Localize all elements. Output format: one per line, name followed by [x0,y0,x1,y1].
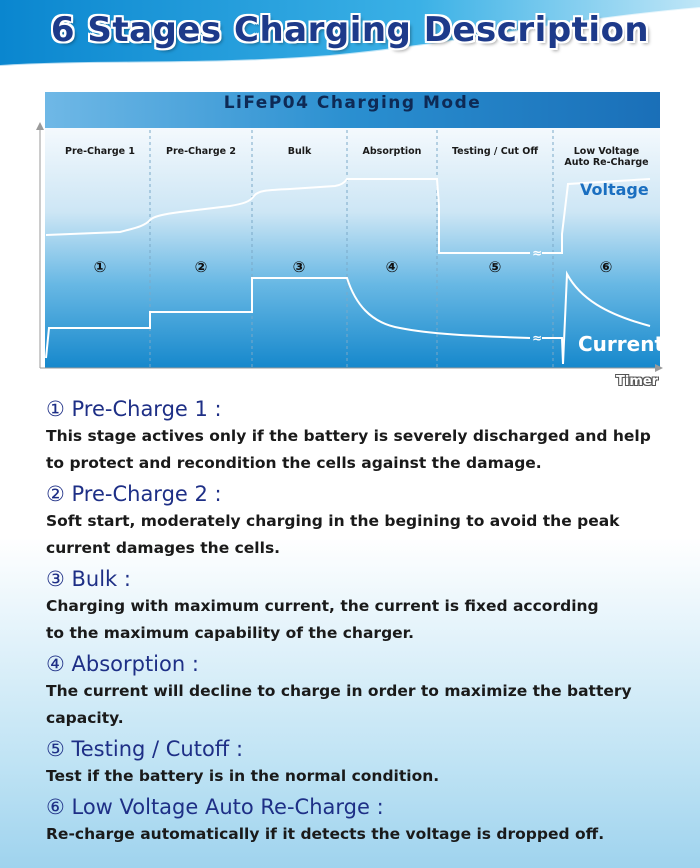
page-title: 6 Stages Charging Description [50,10,650,50]
stage-number-4: ④ [385,258,399,276]
description-title: ② Pre-Charge 2 : [46,482,222,506]
current-break-icon: ≈ [532,331,543,345]
stage-number-1: ① [93,258,107,276]
stage-label-6: Low Voltage Auto Re-Charge [564,146,649,168]
current-label: Current [578,332,665,356]
description-title: ⑥ Low Voltage Auto Re-Charge : [46,795,384,819]
stage-label-5: Testing / Cut Off [451,146,539,157]
stage-number-3: ③ [292,258,306,276]
description-title: ③ Bulk : [46,567,131,591]
stage-descriptions [46,396,686,852]
description-item-3 [46,566,686,647]
description-text: This stage actives only if the battery is severely discharged and help to protect and recondition the cells against the damage. [46,427,651,472]
description-item-5 [46,736,686,790]
description-item-6 [46,794,686,848]
voltage-label: Voltage [580,180,649,199]
description-text: The current will decline to charge in order to maximize the battery capacity. [46,682,632,727]
header-banner [0,0,700,72]
stage-number-2: ② [194,258,208,276]
description-title: ⑤ Testing / Cutoff : [46,737,244,761]
x-axis-label: Timer [616,374,659,389]
description-title: ① Pre-Charge 1 : [46,397,222,421]
stage-label-4: Absorption [362,146,422,157]
description-item-1 [46,396,686,477]
stage-number-5: ⑤ [488,258,502,276]
voltage-break-icon: ≈ [532,246,543,260]
stage-label-1: Pre-Charge 1 [64,146,136,157]
description-item-2 [46,481,686,562]
description-item-4 [46,651,686,732]
description-title: ④ Absorption : [46,652,199,676]
description-text: Soft start, moderately charging in the begining to avoid the peak current damages the cells. [46,512,620,557]
description-text: Re-charge automatically if it detects the voltage is dropped off. [46,825,605,843]
stage-number-6: ⑥ [599,258,613,276]
y-axis-arrow-icon [36,122,44,130]
stage-label-2: Pre-Charge 2 [165,146,237,157]
stage-label-3: Bulk [287,146,312,157]
chart-title: LiFeP04 Charging Mode [223,93,482,113]
description-text: Test if the battery is in the normal condition. [46,767,440,785]
diagram-canvas [30,88,670,393]
charging-diagram [30,88,670,393]
description-text: Charging with maximum current, the current is fixed according to the maximum capability of the charger. [46,597,599,642]
